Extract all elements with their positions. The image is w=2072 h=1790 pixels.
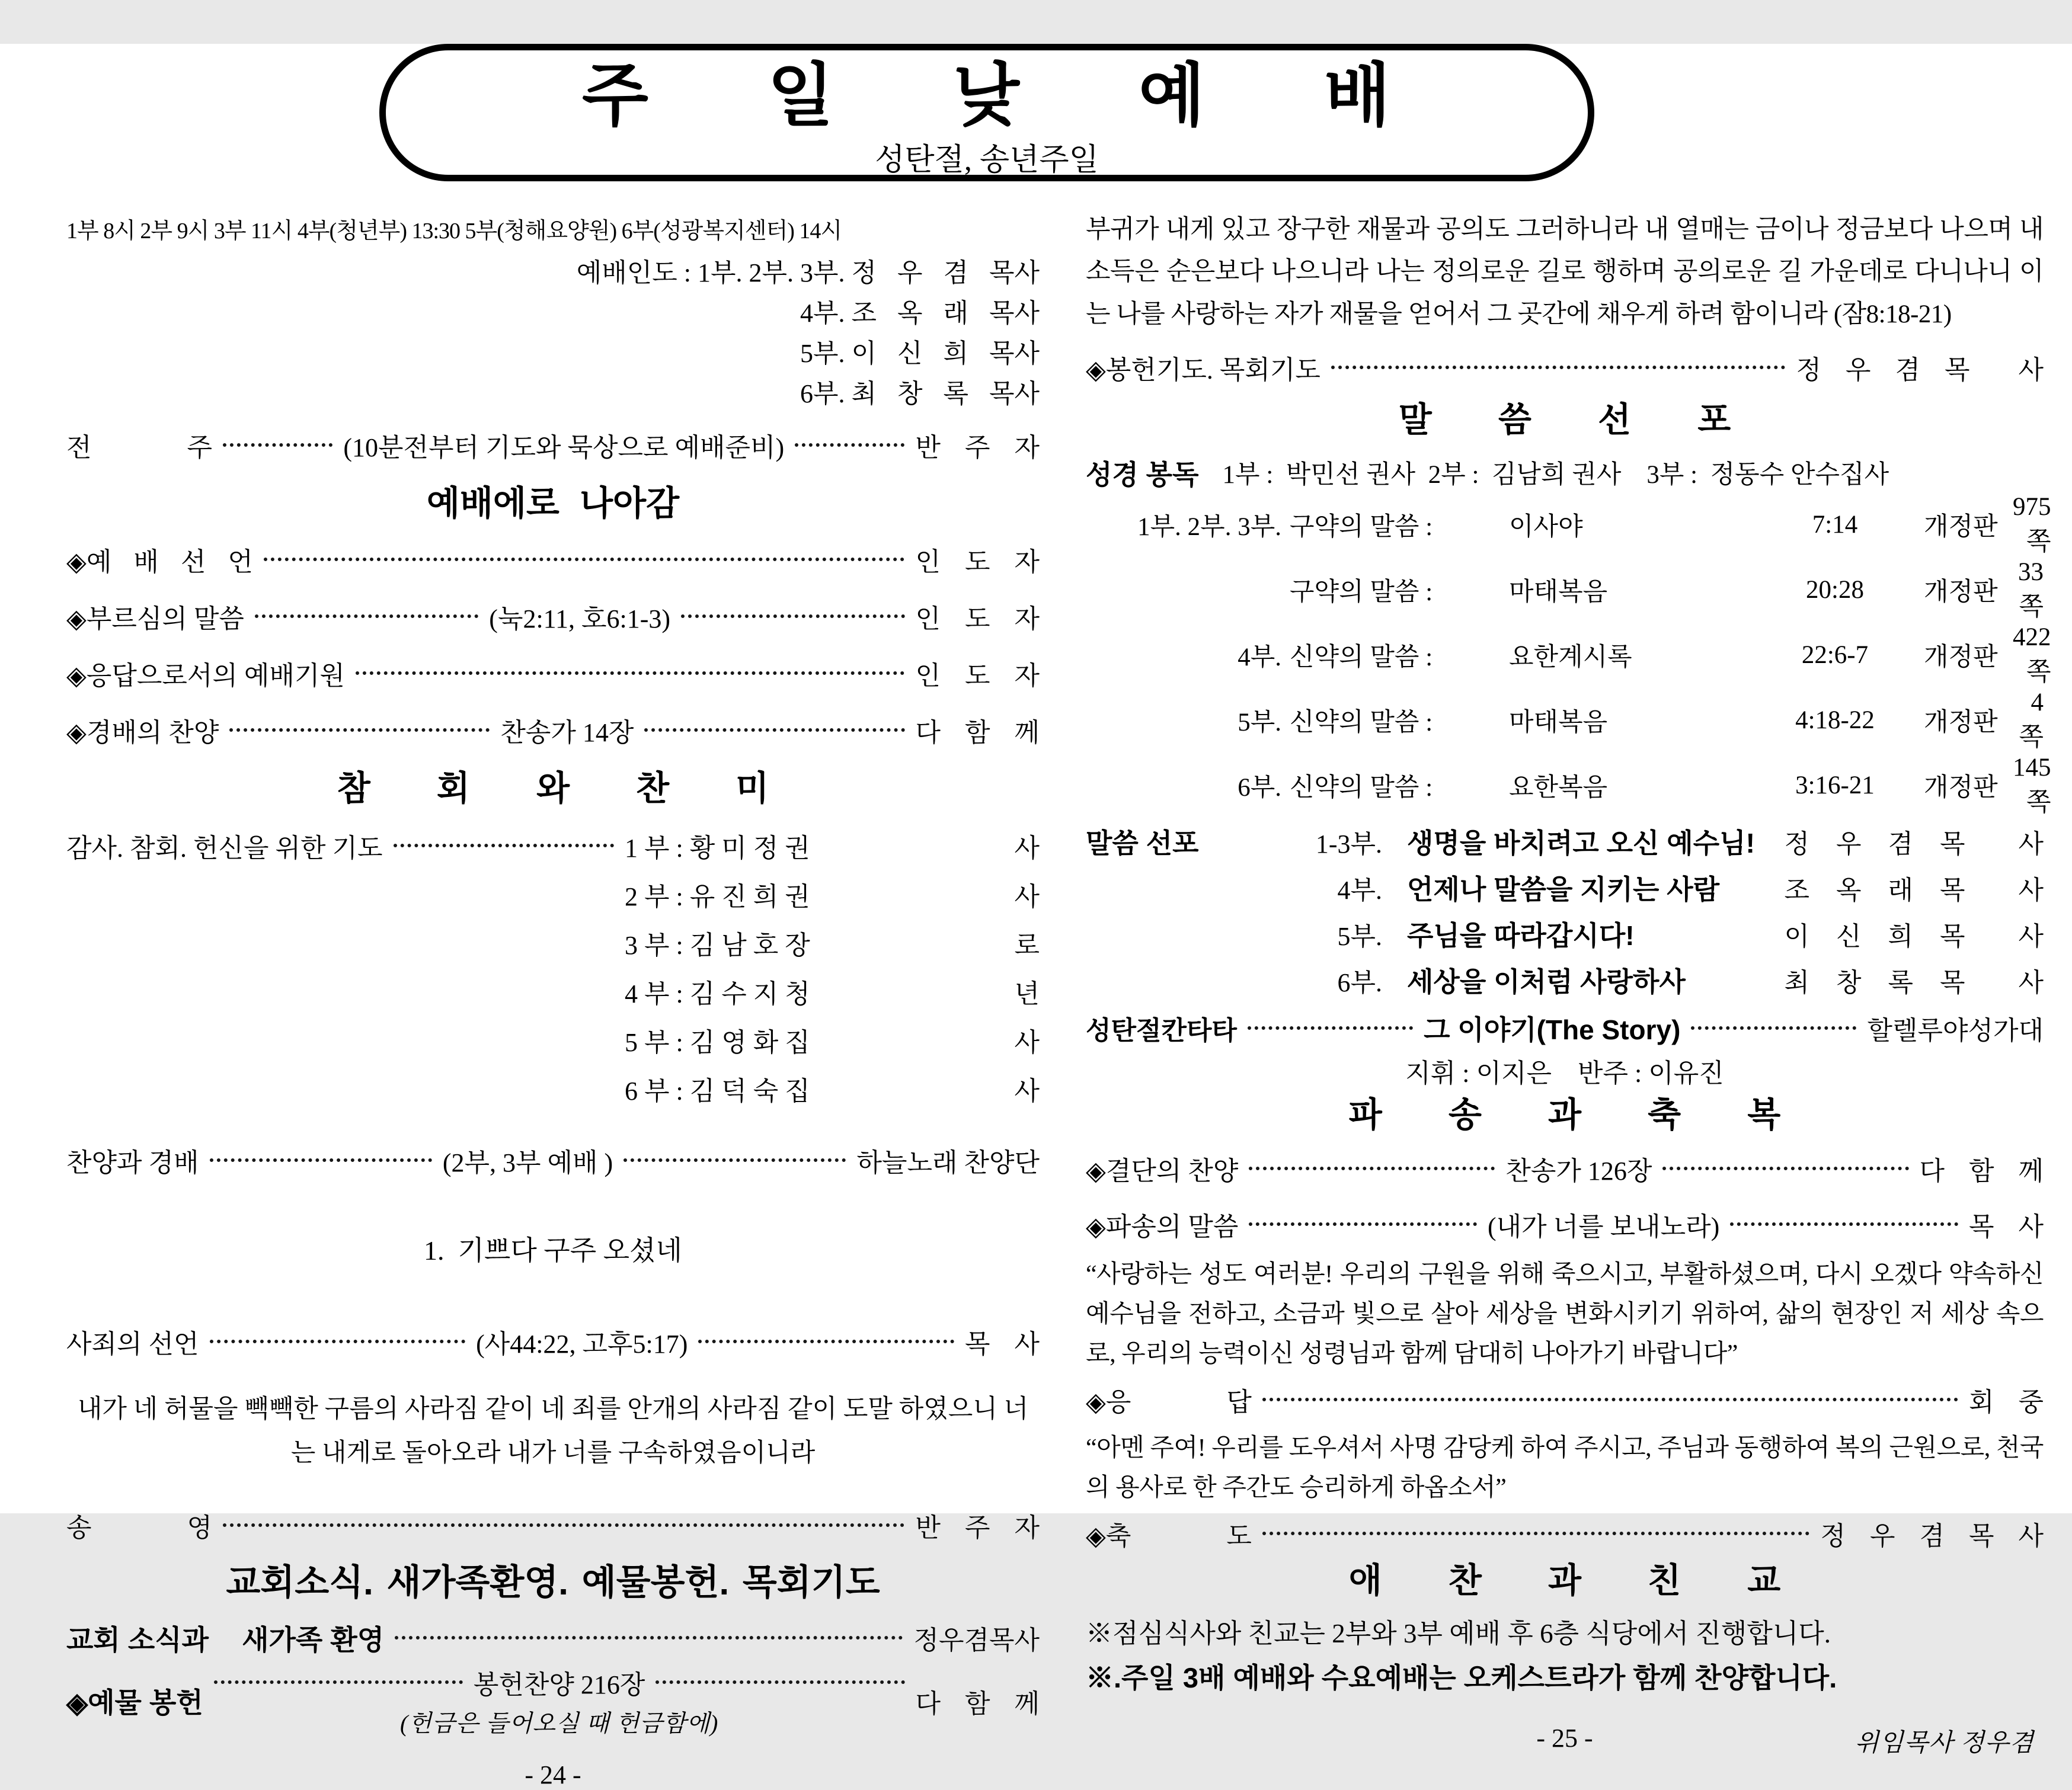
order-row [66, 652, 1040, 694]
leading-line [66, 334, 1040, 374]
left-page [66, 209, 1040, 1790]
prayer-leader-part: 4 부 : 김 수 지 청 [625, 979, 810, 1009]
reading-book: 이사야 [1509, 513, 1583, 542]
prayer-leader-part: 5 부 : 김 영 화 집 [625, 1028, 810, 1058]
doxology-row [66, 1506, 1040, 1544]
absolution-label: 사죄의 선언 [66, 1330, 199, 1359]
reading-row [1086, 492, 2051, 558]
right-footer [1086, 1723, 2044, 1765]
service-schedule-line: 1부 8시 2부 9시 3부 11시 4부(청년부) 13:30 5부(청해요양원) 6부(성광복지센터) 14시 [66, 219, 842, 244]
reading-page: 4쪽 [2019, 688, 2044, 751]
dot-leader [214, 1680, 463, 1684]
leading-name: 최 창 록 목사 [851, 379, 1040, 408]
reading-part: 6부. [1238, 774, 1281, 802]
sermon-title: 생명을 바치려고 오신 예수님! [1407, 827, 1755, 859]
prayer-leaders [625, 821, 1040, 1113]
dot-leader [623, 1158, 846, 1162]
sermon-title: 세상을 이처럼 사랑하사 [1407, 966, 1686, 997]
reading-edition: 개정판 [1924, 513, 1998, 542]
cantata-credits: 지휘 : 이지은 반주 : 이유진 [1405, 1058, 1724, 1088]
dot-leader [1331, 366, 1786, 369]
sermon-part: 4부. [1337, 875, 1382, 905]
dot-leader [1249, 1167, 1495, 1170]
reading-page: 975쪽 [2013, 492, 2051, 556]
reading-kind: 신약의 말씀 : [1290, 774, 1433, 802]
benediction-row [1086, 1513, 2044, 1554]
prayer-leader-part: 6 부 : 김 덕 숙 집 [625, 1077, 810, 1106]
benediction-label: ◈축 도 [1086, 1522, 1252, 1551]
reading-verse: 4:18-22 [1795, 706, 1875, 735]
reading-page: 422쪽 [2013, 623, 2051, 686]
order-label: ◈예 배 선 언 [66, 547, 253, 577]
page-subtitle: 성탄절, 송년주일 [875, 143, 1099, 177]
prayer-leader-line [625, 870, 1040, 918]
scripture-readers-row [1086, 453, 2044, 492]
right-page [1086, 209, 2051, 1790]
order-label: ◈경배의 찬양 [66, 718, 219, 747]
dot-leader [644, 728, 904, 732]
readers-names: 1부 : 박민선 권사 2부 : 김남희 권사 3부 : 정동수 안수집사 [1222, 461, 1889, 489]
reading-kind: 신약의 말씀 : [1290, 643, 1433, 672]
sermon-row [1086, 957, 2044, 1003]
section-heading-approach: 예배에로 나아감 [426, 484, 680, 523]
order-row [66, 538, 1040, 581]
order-row [1086, 1202, 2044, 1247]
prayer-leader-line [625, 1064, 1040, 1113]
reading-part: 5부. [1238, 709, 1281, 737]
fellowship-note-1: ※점심식사와 친교는 2부와 3부 예배 후 6층 식당에서 진행합니다. [1086, 1619, 1831, 1649]
prayer-leader-title: 사 [1014, 882, 1040, 912]
prayer-leader-line [625, 821, 1040, 870]
reading-page: 145쪽 [2013, 753, 2051, 816]
order-row [66, 709, 1040, 751]
cantata-label: 성탄절칸타타 [1086, 1016, 1238, 1045]
offering-scripture: 부귀가 내게 있고 장구한 재물과 공의도 그러하니라 내 열매는 금이나 정금보다 나으며 내 소득은 순은보다 나으니라 나는 정의로운 길로 행하며 공의로운 길 가운데로 다니나니 이는 나를 사랑하는 자가 재물을 얻어서 그 곳간에 채우게 하려 함이니라 (잠8:18-21) [1086, 216, 2044, 328]
reading-edition: 개정판 [1924, 643, 1998, 672]
response-label: ◈응 답 [1086, 1388, 1252, 1417]
leading-name: 조 옥 래 목사 [851, 299, 1040, 328]
dot-leader [1249, 1222, 1477, 1226]
order-center: 찬송가 126장 [1505, 1156, 1652, 1186]
reading-book: 마태복음 [1509, 709, 1608, 737]
prelude-row [66, 426, 1040, 464]
doxology-label: 송 영 [66, 1513, 213, 1543]
page-number-right: - 25 - [1536, 1724, 1593, 1753]
reading-page: 33쪽 [2018, 558, 2044, 621]
reading-verse: 7:14 [1812, 511, 1858, 539]
prelude-label: 전 주 [66, 433, 213, 462]
prayer-leader-title: 사 [1014, 834, 1040, 863]
order-center: (눅2:11, 호6:1-3) [489, 604, 671, 633]
prayer-leader-title: 년 [1014, 979, 1040, 1009]
reading-part: 1부. 2부. 3부. [1137, 513, 1281, 542]
order-label: ◈부르심의 말씀 [66, 604, 244, 633]
worship-leading-block [66, 253, 1040, 414]
cantata-right: 할렐루야성가대 [1867, 1016, 2044, 1045]
reading-edition: 개정판 [1924, 709, 1998, 737]
sermon-part: 6부. [1337, 968, 1382, 997]
offering-prayer-label: ◈봉헌기도. 목회기도 [1086, 356, 1320, 385]
order-label: ◈파송의 말씀 [1086, 1212, 1239, 1241]
reading-kind: 신약의 말씀 : [1290, 709, 1433, 737]
offering-note: (헌금은 들어오실 때 헌금함에) [399, 1710, 719, 1737]
sermon-part: 5부. [1337, 921, 1382, 951]
prayer-leader-line [625, 1016, 1040, 1064]
order-right: 다 함 께 [1919, 1156, 2044, 1186]
order-right: 인 도 자 [915, 604, 1040, 633]
offering-hymn-line [203, 1663, 916, 1701]
pastor-signature: 위임목사 정우겸 [1854, 1730, 2034, 1757]
response-right: 회 중 [1968, 1388, 2044, 1417]
reading-row [1086, 623, 2051, 688]
offering-center [203, 1663, 916, 1738]
response-row [1086, 1379, 2044, 1420]
sermon-label: 말씀 선포 [1086, 827, 1199, 859]
news-row [66, 1616, 1040, 1660]
reading-book: 마태복음 [1509, 578, 1608, 607]
offering-block [66, 1663, 1040, 1738]
praise-label: 찬양과 경배 [66, 1148, 199, 1178]
reading-verse: 3:16-21 [1795, 771, 1875, 800]
reading-verse: 20:28 [1806, 576, 1864, 604]
news-right: 정우겸목사 [913, 1626, 1040, 1655]
reading-row [1086, 753, 2051, 818]
section-heading-send: 파 송 과 축 복 [1348, 1095, 1781, 1134]
sermon-preacher: 정 우 겸 목 사 [1784, 829, 2044, 859]
reading-row [1086, 688, 2044, 753]
leading-part: 4부. [800, 299, 845, 328]
prayer-leader-part: 3 부 : 김 남 호 장 [625, 931, 810, 960]
reading-kind: 구약의 말씀 : [1290, 578, 1433, 607]
dot-leader [229, 728, 490, 732]
fellowship-note-2: ※.주일 3배 예배와 수요예배는 오케스트라가 함께 찬양합니다. [1086, 1662, 1837, 1694]
dot-leader [255, 614, 478, 618]
prayer-left [66, 821, 625, 870]
sermon-title: 주님을 따라갑시다! [1407, 920, 1635, 951]
news-label-2: 새가족 환영 [242, 1624, 385, 1655]
reading-part: 4부. [1238, 643, 1281, 672]
dot-leader [395, 1636, 903, 1640]
order-center: (내가 너를 보내노라) [1488, 1212, 1720, 1241]
offering-prayer-right: 정 우 겸 목 사 [1796, 356, 2044, 385]
prayer-leader-part: 2 부 : 유 진 희 권 [625, 882, 810, 912]
offering-hymn: 봉헌찬양 216장 [473, 1670, 645, 1700]
reading-kind: 구약의 말씀 : [1290, 513, 1433, 542]
reading-verse: 22:6-7 [1801, 641, 1869, 670]
order-label: ◈응답으로서의 예배기원 [66, 661, 345, 690]
sermon-title: 언제나 말씀을 지키는 사람 [1407, 873, 1720, 905]
page-number-left: - 24 - [525, 1760, 581, 1790]
order-right: 다 함 께 [915, 718, 1040, 747]
doxology-right: 반 주 자 [915, 1513, 1040, 1543]
sending-quote: “사랑하는 성도 여러분! 우리의 구원을 위해 죽으시고, 부활하셨으며, 다시 오겠다 약속하신 예수님을 전하고, 소금과 빛으로 살아 세상을 변화시키기 위하여, 삶의 현장인 저 세상 속으로, 우리의 능력이신 성령님과 함께 담대히 나아가기 바랍니다” [1086, 1260, 2044, 1368]
sermon-row [1086, 818, 2044, 864]
praise-row [66, 1141, 1040, 1179]
absolution-right: 목 사 [964, 1330, 1040, 1359]
bulletin-page [0, 44, 2072, 1790]
dot-leader [1662, 1167, 1908, 1170]
sermon-row [1086, 911, 2044, 957]
reading-row [1086, 558, 2044, 623]
dot-leader [210, 1158, 432, 1162]
two-column-layout [0, 181, 2072, 1790]
section-heading-word: 말 씀 선 포 [1398, 401, 1731, 440]
dot-leader [656, 1680, 904, 1684]
prayer-block [66, 821, 1040, 1113]
leading-part: 1부. 2부. 3부. [697, 258, 845, 287]
offering-prayer-row [1086, 348, 2044, 386]
news-label-1: 교회 소식과 [66, 1624, 209, 1655]
leading-name: 이 신 희 목사 [851, 339, 1040, 368]
absolution-scripture: 내가 네 허물을 빽빽한 구름의 사라짐 같이 네 죄를 안개의 사라짐 같이 도말 하였으니 너는 내게로 돌아오라 내가 너를 구속하였음이니라 [77, 1395, 1029, 1468]
prayer-leader-title: 사 [1014, 1077, 1040, 1106]
sermon-preacher: 최 창 록 목 사 [1784, 968, 2044, 997]
leading-line [66, 374, 1040, 414]
prelude-center: (10분전부터 기도와 묵상으로 예배준비) [343, 433, 785, 462]
hymn-title: 1. 기쁘다 구주 오셨네 [424, 1235, 682, 1266]
dot-leader [795, 443, 904, 447]
reading-edition: 개정판 [1924, 774, 1998, 802]
prayer-leader-line [625, 967, 1040, 1016]
dot-leader [1248, 1026, 1413, 1030]
leading-label: 예배인도 : [576, 258, 691, 287]
order-right: 인 도 자 [915, 547, 1040, 577]
order-right: 목 사 [1968, 1212, 2044, 1241]
praise-right: 하늘노래 찬양단 [856, 1148, 1040, 1178]
dot-leader [223, 1523, 904, 1527]
section-heading-repent: 참 회 와 찬 미 [337, 768, 769, 808]
dot-leader [210, 1340, 466, 1343]
title-box [379, 44, 1594, 181]
section-heading-news: 교회소식. 새가족환영. 예물봉헌. 목회기도 [226, 1562, 880, 1603]
order-right: 인 도 자 [915, 661, 1040, 690]
response-quote: “아멘 주여! 우리를 도우셔서 사명 감당케 하여 주시고, 주님과 동행하여 복의 근원으로, 천국의 용사로 한 주간도 승리하게 하옵소서” [1086, 1434, 2044, 1502]
prayer-leader-part: 1 부 : 황 미 정 권 [625, 834, 810, 863]
dot-leader [223, 443, 332, 447]
leading-part: 6부. [800, 379, 845, 408]
prayer-leader-title: 사 [1014, 1028, 1040, 1058]
dot-leader [1691, 1026, 1856, 1030]
reading-book: 요한복음 [1509, 774, 1608, 802]
reading-book: 요한계시록 [1509, 643, 1632, 672]
dot-leader [394, 844, 614, 847]
page-title: 주 일 낮 예 배 [581, 59, 1392, 135]
sermon-preacher: 조 옥 래 목 사 [1784, 875, 2044, 905]
leading-line [66, 293, 1040, 334]
prayer-label: 감사. 참회. 헌신을 위한 기도 [66, 834, 383, 863]
reading-edition: 개정판 [1924, 578, 1998, 607]
sermon-preacher: 이 신 희 목 사 [1784, 921, 2044, 951]
dot-leader [1730, 1222, 1958, 1226]
section-heading-fellowship: 애 찬 과 친 교 [1348, 1561, 1781, 1600]
leading-part: 5부. [800, 339, 845, 368]
absolution-center: (사44:22, 고후5:17) [476, 1330, 688, 1359]
benediction-right: 정 우 겸 목 사 [1820, 1522, 2044, 1551]
order-row [66, 595, 1040, 638]
order-row [1086, 1146, 2044, 1191]
sermon-row [1086, 864, 2044, 911]
dot-leader [681, 614, 904, 618]
offering-label: ◈예물 봉헌 [66, 1687, 203, 1719]
absolution-row [66, 1323, 1040, 1360]
prayer-leader-title: 로 [1014, 931, 1040, 960]
offering-right: 다 함 께 [915, 1689, 1040, 1718]
cantata-row [1086, 1007, 2044, 1049]
readers-label: 성경 봉독 [1086, 459, 1199, 490]
leading-line [66, 253, 1040, 293]
order-center: 찬송가 14장 [500, 718, 634, 747]
prelude-right: 반 주 자 [915, 433, 1040, 462]
dot-leader [1262, 1398, 1958, 1401]
dot-leader [1262, 1532, 1810, 1535]
praise-center: (2부, 3부 예배 ) [442, 1148, 613, 1178]
dot-leader [264, 558, 905, 561]
cantata-title: 그 이야기(The Story) [1424, 1014, 1681, 1045]
sermon-part: 1-3부. [1315, 829, 1382, 859]
dot-leader [698, 1340, 954, 1343]
dot-leader [356, 671, 905, 675]
prayer-leader-line [625, 918, 1040, 967]
order-label: ◈결단의 찬양 [1086, 1156, 1239, 1186]
leading-name: 정 우 겸 목사 [851, 258, 1040, 287]
